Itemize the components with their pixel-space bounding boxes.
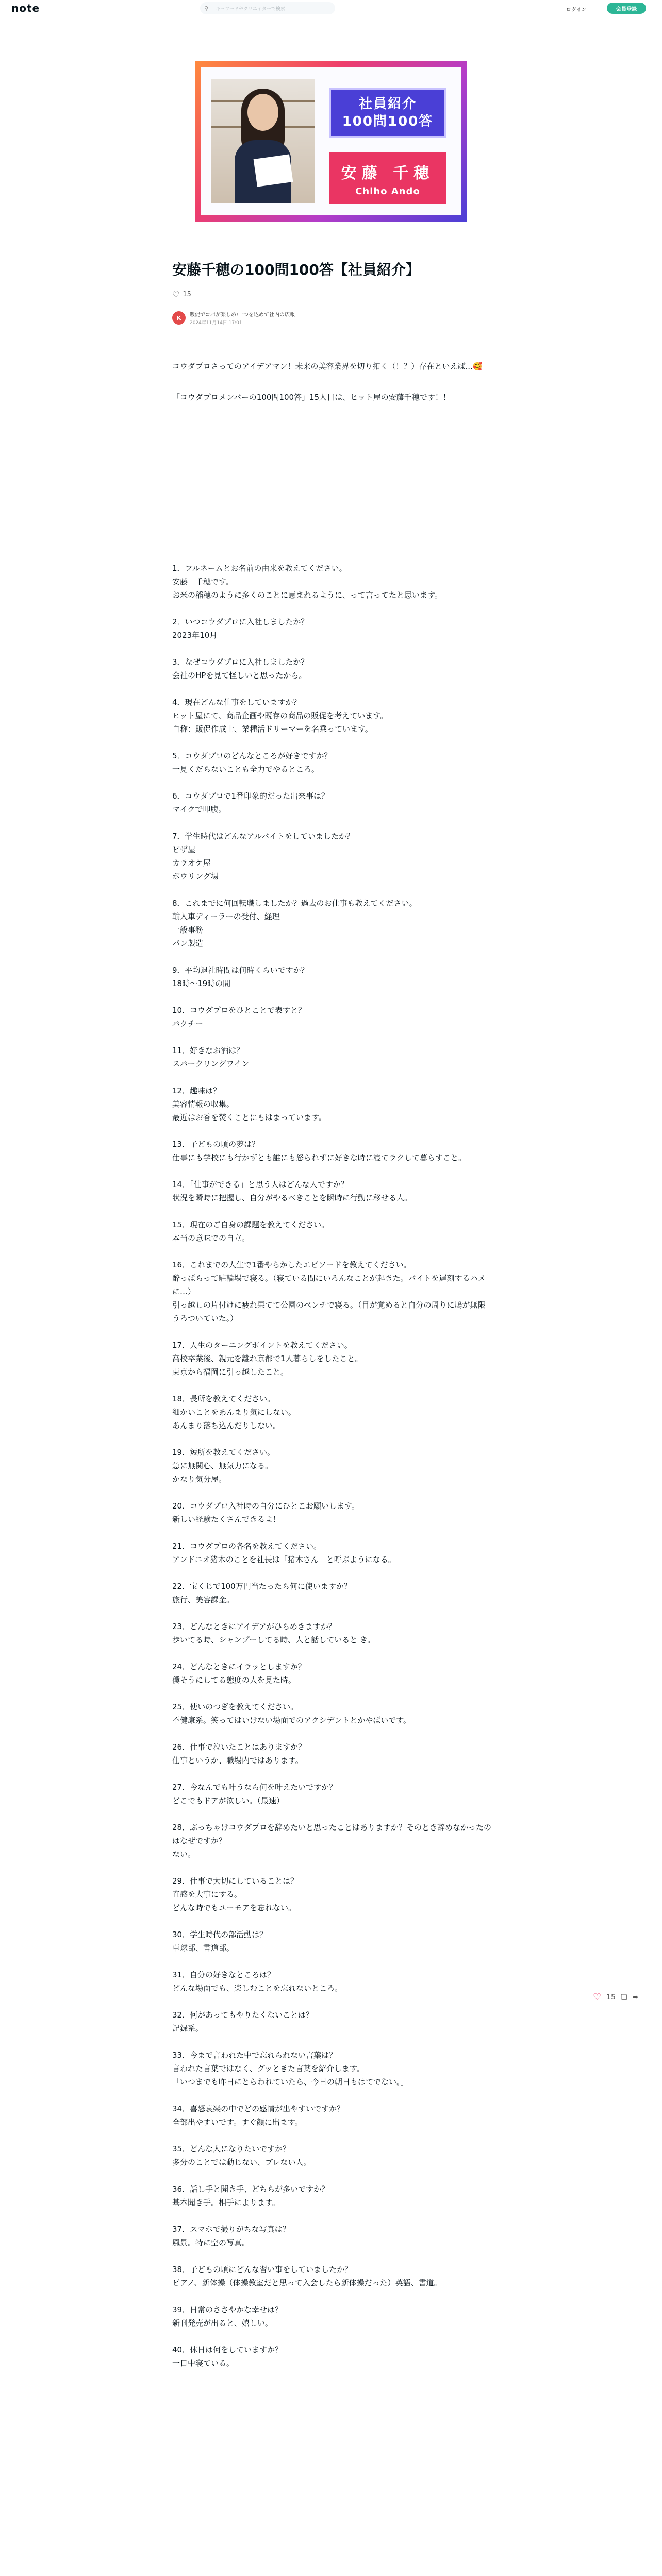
qa-item — [172, 1084, 492, 1124]
search-input[interactable] — [200, 2, 335, 14]
qa-item — [172, 829, 492, 883]
qa-item — [172, 2343, 492, 2370]
qa-item — [172, 1138, 492, 1164]
qa-answer: 歩いてる時、シャンプーしてる時、人と話していると き。 — [172, 1635, 375, 1645]
qa-item — [172, 1580, 492, 1606]
qa-question: 4．現在どんな仕事をしていますか？ — [172, 698, 301, 707]
qa-item — [172, 1821, 492, 1861]
bookmark-icon[interactable]: ❏ — [620, 1993, 627, 2002]
login-link[interactable]: ログイン — [566, 7, 587, 13]
qa-answer: 本当の意味での自立。 — [172, 1233, 250, 1243]
qa-answer: 多分のことでは動じない、ブレない人。 — [172, 2158, 311, 2167]
qa-list — [172, 562, 492, 2383]
qa-question: 8．これまでに何回転職しましたか？過去のお仕事も教えてください。 — [172, 899, 417, 908]
qa-item — [172, 1700, 492, 1727]
like-counter[interactable] — [172, 290, 191, 299]
qa-item — [172, 1968, 492, 1995]
heart-icon[interactable]: ♡ — [172, 290, 180, 299]
qa-answer: 18時〜19時の間 — [172, 979, 231, 988]
qa-answer: お米の稲穂のように多くのことに恵まれるように、って言ってたと思います。 — [172, 590, 442, 600]
qa-question: 30．学生時代の部活動は？ — [172, 1930, 268, 1939]
article-intro — [172, 359, 492, 420]
qa-answer: 仕事にも学校にも行かずとも誰にも怒られずに好きな時に寝てラクして暮らすこと。 — [172, 1153, 467, 1162]
qa-answer: 基本聞き手。相手によります。 — [172, 2198, 280, 2207]
qa-answer: 記録系。 — [172, 2024, 204, 2033]
qa-question: 11．好きなお酒は？ — [172, 1046, 244, 1055]
qa-answer: 卓球部、書道部。 — [172, 1943, 235, 1953]
qa-answer: 最近はお香を焚くことにもはまっています。 — [172, 1113, 326, 1122]
name-en: Chiho Ando — [355, 185, 420, 197]
qa-answer: スパークリングワイン — [172, 1059, 250, 1069]
note-logo[interactable]: note — [11, 2, 40, 14]
qa-item — [172, 1928, 492, 1955]
qa-item — [172, 2142, 492, 2169]
qa-question: 5．コウダプロのどんなところが好きですか？ — [172, 751, 332, 760]
qa-answer: あんまり落ち込んだりしない。 — [172, 1421, 281, 1430]
qa-question: 38．子どもの頃にどんな習い事をしていましたか？ — [172, 2265, 353, 2274]
badge-name — [329, 152, 446, 204]
qa-item — [172, 1620, 492, 1647]
qa-answer: 会社のHPを見て怪しいと思ったから。 — [172, 671, 307, 680]
qa-item — [172, 789, 492, 816]
qa-answer: 新しい経験たくさんできるよ！ — [172, 1515, 281, 1524]
author-block[interactable] — [172, 310, 295, 326]
qa-answer: 全部出やすいです。すぐ顔に出ます。 — [172, 2117, 303, 2127]
qa-item — [172, 1740, 492, 1767]
qa-answer: ヒット屋にて、商品企画や既存の商品の販促を考えています。 — [172, 711, 388, 720]
qa-item — [172, 615, 492, 642]
qa-question: 16．これまでの人生で1番やらかしたエピソードを教えてください。 — [172, 1260, 411, 1269]
qa-question: 21．コウダプロの各名を教えてください。 — [172, 1541, 321, 1551]
qa-answer: 風景。特に空の写真。 — [172, 2238, 250, 2247]
qa-item — [172, 1874, 492, 1914]
qa-answer: ピアノ、新体操（体操教室だと思って入会したら新体操だった）英語、書道。 — [172, 2278, 442, 2287]
like-count: 15 — [183, 291, 191, 298]
qa-question: 9．平均退社時間は何時くらいですか？ — [172, 965, 309, 975]
author-meta — [190, 310, 295, 326]
qa-answer: ボウリング場 — [172, 872, 219, 881]
qa-question: 35．どんな人になりたいですか？ — [172, 2144, 291, 2154]
qa-answer: 一般事務 — [172, 925, 204, 935]
qa-item — [172, 1781, 492, 1807]
qa-question: 20．コウダプロ入社時の自分にひとこお願いします。 — [172, 1501, 359, 1511]
qa-answer: 急に無関心、無気力になる。 — [172, 1461, 273, 1470]
qa-item — [172, 2263, 492, 2290]
qa-answer: 僕そうにしてる態度の人を見た時。 — [172, 1675, 296, 1685]
intro-paragraph: 「コウダプロメンバーの100問100答」15人目は、ヒット屋の安藤千穂です！！ — [172, 393, 451, 402]
qa-answer: 酔っぱらって駐輪場で寝る。（寝ている間にいろんなことが起きた。バイトを遅刻するハメに…） — [172, 1274, 486, 1296]
author-name[interactable]: 販促でコパが楽しめ!一つを込めて社内の広報 — [190, 312, 295, 318]
qa-item — [172, 1178, 492, 1205]
qa-answer: 新刊発売が出ると、嬉しい。 — [172, 2318, 273, 2328]
qa-answer: 東京から福岡に引っ越したこと。 — [172, 1367, 289, 1377]
qa-question: 37．スマホで撮りがちな写真は？ — [172, 2225, 290, 2234]
photo-face — [247, 94, 278, 131]
qa-answer: ピザ屋 — [172, 845, 196, 854]
qa-answer: マイクで叩腹。 — [172, 805, 226, 814]
qa-answer: パクチー — [172, 1019, 204, 1028]
qa-item — [172, 2008, 492, 2035]
qa-answer: ない。 — [172, 1850, 196, 1859]
qa-answer: どんな場面でも、楽しむことを忘れないところ。 — [172, 1984, 343, 1993]
qa-answer: 輸入車ディーラーの受付、経理 — [172, 912, 280, 921]
qa-answer: 2023年10月 — [172, 631, 218, 640]
qa-answer: 自称：販促作成士、業種活ドリーマーを名乗っています。 — [172, 724, 373, 734]
qa-item — [172, 1004, 492, 1030]
floating-actions — [593, 1992, 638, 2003]
avatar[interactable]: K — [172, 311, 186, 325]
qa-item — [172, 1218, 492, 1245]
eyecatch-banner — [195, 61, 467, 222]
qa-question: 23．どんなときにアイデアがひらめきますか？ — [172, 1622, 336, 1631]
qa-question: 32．何があってもやりたくないことは？ — [172, 2010, 313, 2020]
qa-answer: 直感を大事にする。 — [172, 1890, 242, 1899]
qa-item — [172, 1499, 492, 1526]
qa-answer: どこでもドアが欲しい。（最速） — [172, 1796, 285, 1805]
article-title: 安藤千穂の100問100答【社員紹介】 — [172, 261, 420, 278]
qa-question: 29．仕事で大切にしていることは？ — [172, 1876, 299, 1886]
qa-question: 18．長所を教えてください。 — [172, 1394, 275, 1403]
employee-photo — [211, 79, 315, 203]
qa-item — [172, 1539, 492, 1566]
qa-answer: 高校卒業後、親元を離れ京都で1人暮らしをしたこと。 — [172, 1354, 363, 1363]
qa-answer: 「いつまでも昨日にとらわれていたら、今日の朝日もはてでない。」 — [172, 2077, 408, 2087]
qa-question: 33．今まで言われた中で忘れられない言葉は？ — [172, 2050, 337, 2060]
float-like-count: 15 — [606, 1993, 616, 2002]
qa-answer: 仕事というか、職場内ではあります。 — [172, 1756, 303, 1765]
badge-employee-intro — [329, 88, 446, 138]
qa-item — [172, 963, 492, 990]
photo-card — [254, 154, 293, 187]
qa-item — [172, 1446, 492, 1486]
qa-question: 36．話し手と聞き手、どちらが多いですか？ — [172, 2184, 329, 2194]
float-heart-icon[interactable]: ♡ — [593, 1992, 602, 2003]
qa-item — [172, 1338, 492, 1379]
qa-answer: どんな時でもユーモアを忘れない。 — [172, 1903, 296, 1912]
intro-paragraph: コウダプロさってのアイデアマン！未来の美容業界を切り拓く（！？）存在といえば...🥰 — [172, 362, 483, 371]
qa-question: 15．現在のご自身の課題を教えてください。 — [172, 1220, 329, 1229]
badge-line2: 100問100答 — [342, 114, 434, 129]
qa-answer: 状況を瞬時に把握し、自分がやるべきことを瞬時に行動に移せる人。 — [172, 1193, 412, 1202]
qa-question: 40．休日は何をしていますか？ — [172, 2345, 283, 2354]
qa-question: 1．フルネームとお名前の由来を教えてください。 — [172, 564, 347, 573]
qa-item — [172, 655, 492, 682]
qa-question: 19．短所を教えてください。 — [172, 1448, 275, 1457]
search-icon: ⚲ — [204, 5, 209, 12]
qa-item — [172, 2102, 492, 2129]
search-placeholder: キーワードやクリエイターで検索 — [216, 6, 285, 12]
qa-question: 28．ぶっちゃけコウダプロを辞めたいと思ったことはありますか？そのとき辞めなかったのはなぜですか？ — [172, 1823, 491, 1845]
qa-question: 26．仕事で泣いたことはありますか？ — [172, 1742, 306, 1752]
qa-item — [172, 2303, 492, 2330]
qa-question: 10．コウダプロをひとことで表すと？ — [172, 1006, 306, 1015]
qa-item — [172, 696, 492, 736]
qa-item — [172, 1660, 492, 1687]
qa-question: 3．なぜコウダプロに入社しましたか？ — [172, 657, 309, 667]
qa-answer: 引っ越しの片付けに疲れ果てて公園のベンチで寝る。（目が覚めると自分の周りに鳩が無限うろついていた。） — [172, 1300, 486, 1323]
qa-item — [172, 1392, 492, 1432]
banner-inner — [201, 67, 461, 215]
qa-answer: 安藤 千穂です。 — [172, 577, 234, 586]
qa-question: 34．喜怒哀楽の中でどの感情が出やすいですか？ — [172, 2104, 345, 2113]
qa-answer: 美容情報の収集。 — [172, 1099, 235, 1109]
qa-answer: 言われた言葉ではなく、グッときた言葉を紹介します。 — [172, 2064, 365, 2073]
qa-item — [172, 2048, 492, 2089]
qa-answer: 一見くだらないことも全力でやるところ。 — [172, 765, 320, 774]
qa-item — [172, 896, 492, 950]
badge-line1: 社員紹介 — [358, 96, 417, 112]
qa-question: 12．趣味は？ — [172, 1086, 221, 1095]
publish-date: 2024年11月14日 17:01 — [190, 320, 242, 326]
qa-item — [172, 2182, 492, 2209]
name-jp: 安藤 千穂 — [341, 164, 435, 182]
qa-item — [172, 1258, 492, 1325]
qa-question: 2．いつコウダプロに入社しましたか？ — [172, 617, 309, 626]
qa-question: 17．人生のターニングポイントを教えてください。 — [172, 1341, 352, 1350]
qa-item — [172, 2223, 492, 2249]
qa-question: 31．自分の好きなところは？ — [172, 1970, 275, 1979]
share-icon[interactable]: ➦ — [632, 1993, 639, 2002]
site-header — [0, 0, 662, 18]
qa-question: 14．「仕事ができる」と思う人はどんな人ですか？ — [172, 1180, 349, 1189]
qa-item — [172, 1044, 492, 1071]
qa-answer: かなり気分屋。 — [172, 1475, 227, 1484]
qa-item — [172, 749, 492, 776]
qa-question: 39．日常のささやかな幸せは？ — [172, 2305, 283, 2314]
qa-question: 24．どんなときにイラッとしますか？ — [172, 1662, 306, 1671]
qa-item — [172, 562, 492, 602]
qa-question: 27．今なんでも叶うなら何を叶えたいですか？ — [172, 1783, 337, 1792]
qa-question: 13．子どもの頃の夢は？ — [172, 1140, 260, 1149]
qa-question: 7．学生時代はどんなアルバイトをしていましたか？ — [172, 832, 354, 841]
qa-answer: 不健康系。笑ってはいけない場面でのアクシデントとかやばいです。 — [172, 1716, 411, 1725]
qa-question: 22．宝くじで100万円当たったら何に使いますか？ — [172, 1582, 352, 1591]
qa-answer: 旅行、美容課金。 — [172, 1595, 235, 1604]
qa-question: 6．コウダプロで1番印象的だった出来事は？ — [172, 791, 329, 801]
qa-answer: アンドニオ猪木のことを社長は「猪木さん」と呼ぶようになる。 — [172, 1555, 396, 1564]
qa-answer: 細かいことをあんまり気にしない。 — [172, 1408, 296, 1417]
qa-question: 25．使いのつぎを教えてください。 — [172, 1702, 299, 1711]
qa-answer: パン製造 — [172, 939, 204, 948]
qa-answer: 一日中寝ている。 — [172, 2359, 235, 2368]
qa-answer: カラオケ屋 — [172, 858, 211, 868]
signup-button[interactable]: 会員登録 — [607, 3, 646, 14]
